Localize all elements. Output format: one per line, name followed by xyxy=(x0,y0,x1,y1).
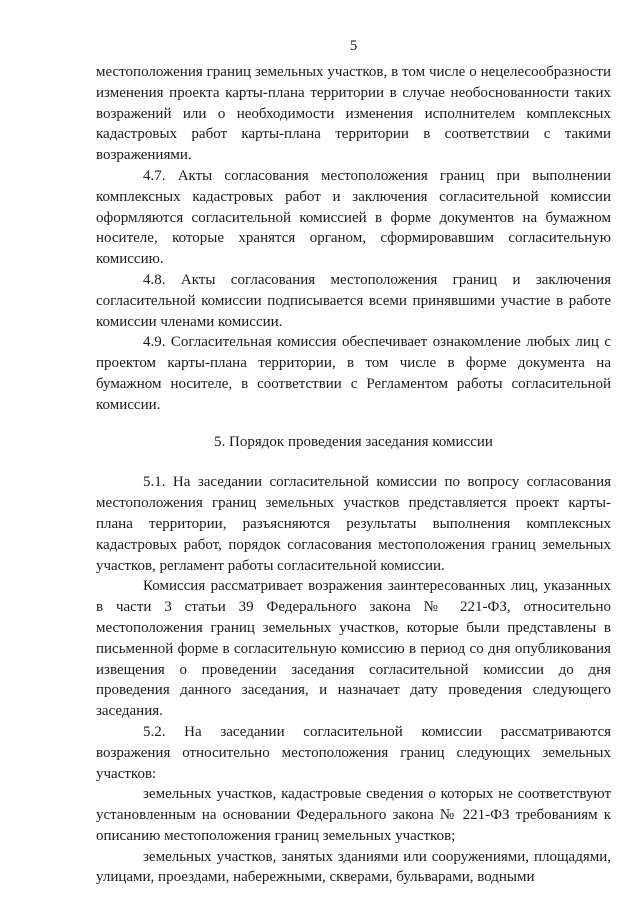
list-item-cadastral: земельных участков, кадастровые сведения о которых не соответствуют установленным на основании Федерального закона № 221-ФЗ требованиям к описанию местоположения границ земельных участков; xyxy=(96,786,611,844)
paragraph-4-7: 4.7. Акты согласования местоположения границ при выполнении комплексных кадастровых работ и заключения согласительной комиссии оформляются согласительной комиссией в форме документов на бумажном носителе, которые хранятся органом, сформировавшим согласительную комиссию. xyxy=(96,167,611,268)
paragraph-4-9: 4.9. Согласительная комиссия обеспечивает ознакомление любых лиц с проектом карты-плана территории, в том числе в форме документа на бумажном носителе, в соответствии с Регламентом работы согласительной комиссии. xyxy=(96,334,611,413)
section-heading: 5. Порядок проведения заседания комиссии xyxy=(214,433,493,450)
document-page xyxy=(96,36,611,888)
list-item-buildings: земельных участков, занятых зданиями или сооружениями, площадями, улицами, проездами, набережными, скверами, бульварами, водными xyxy=(96,848,611,886)
paragraph-continuation: местоположения границ земельных участков, в том числе о нецелесообразности изменения проекта карты-плана территории в случае необоснованности таких возражений или о необходимости изменения исполнителем комплексных кадастровых работ карты-плана территории в соответствии с такими возражениями. xyxy=(96,64,611,164)
paragraph-5-2: 5.2. На заседании согласительной комиссии рассматриваются возражения относительно местоположения границ следующих земельных участков: xyxy=(96,723,611,782)
paragraph-4-8: 4.8. Акты согласования местоположения границ и заключения согласительной комиссии подписывается всеми принявшими участие в работе комиссии членами комиссии. xyxy=(96,271,611,330)
page-number: 5 xyxy=(349,38,358,54)
paragraph-commission-review: Комиссия рассматривает возражения заинтересованных лиц, указанных в части 3 статьи 39 Федерального закона № 221-ФЗ, относительно местоположения границ земельных участков, которые были представлены в письменной форме в согласительную комиссию в период со дня опубликования извещения о проведении заседания согласительной комиссии до дня проведения данного заседания, и назначает дату проведения следующего заседания. xyxy=(96,578,611,720)
paragraph-5-1: 5.1. На заседании согласительной комиссии по вопросу согласования местоположения границ земельных участков представляется проект карты-плана территории, разъясняются результаты выполнения комплексных кадастровых работ, порядок согласования местоположения границ земельных участков, регламент работы согласительной комиссии. xyxy=(96,474,611,574)
